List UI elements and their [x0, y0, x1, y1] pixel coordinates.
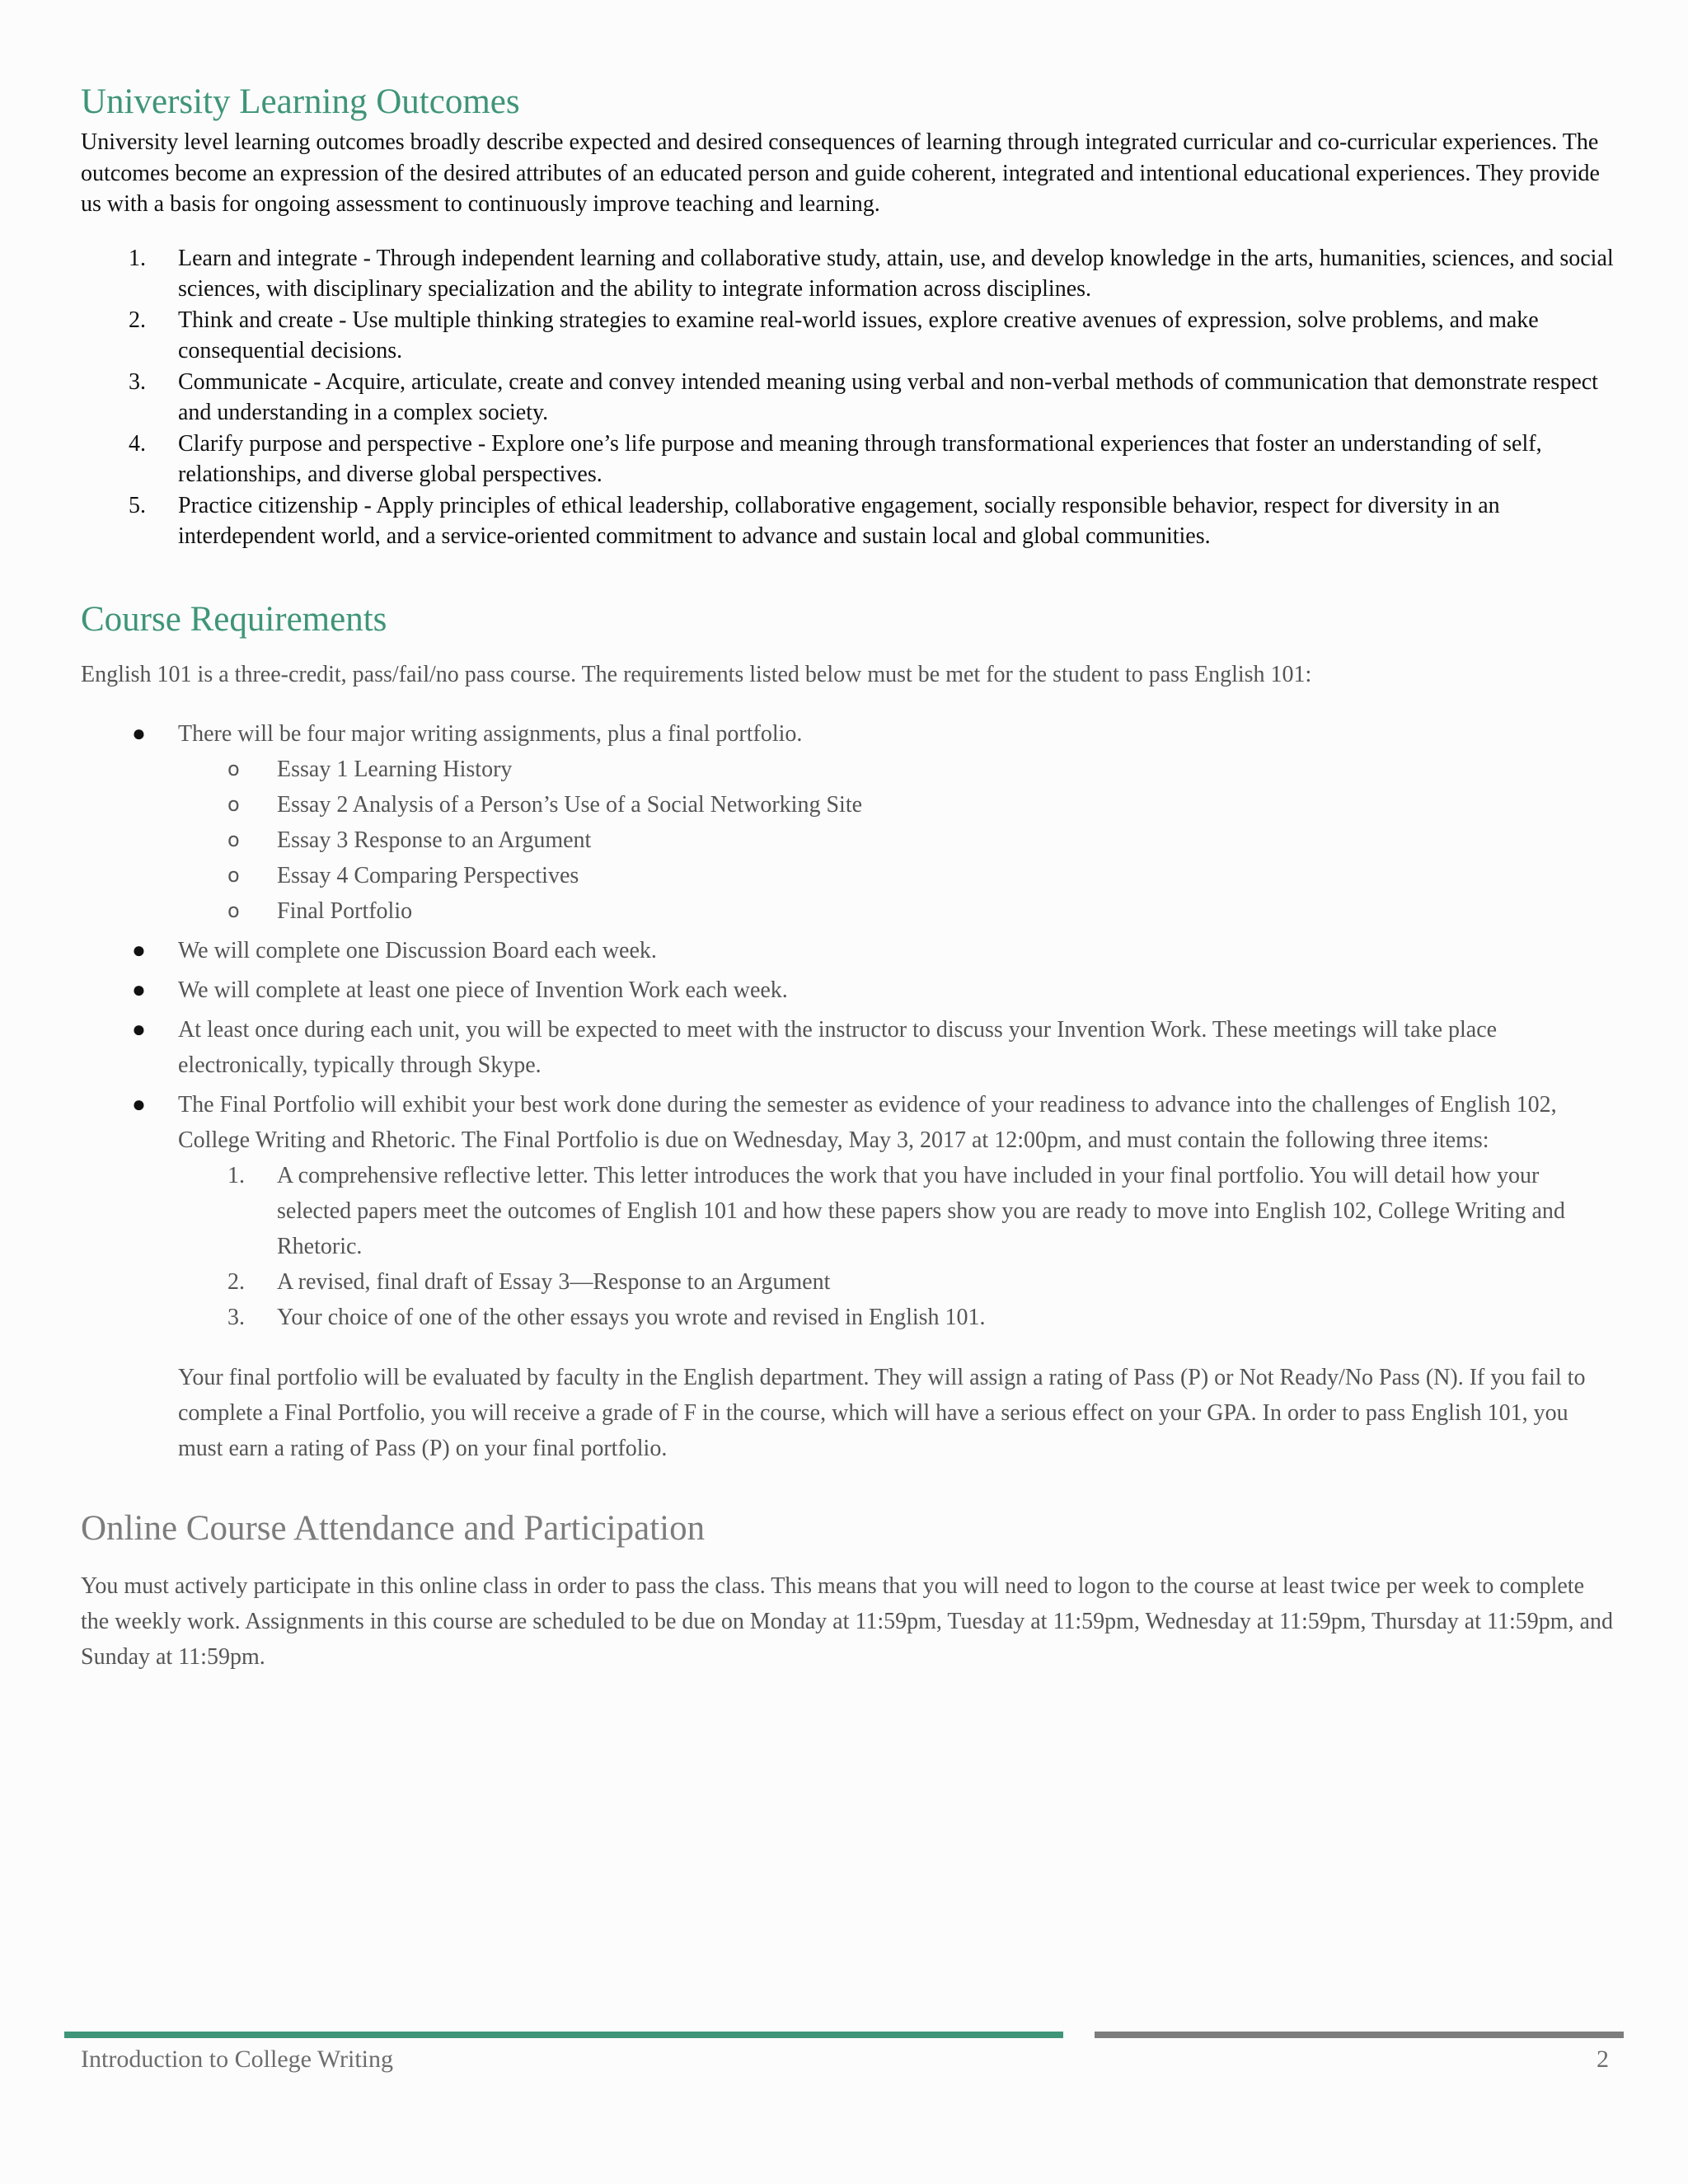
circle-bullet-icon: o: [227, 793, 240, 816]
ulo-heading: University Learning Outcomes: [81, 82, 520, 121]
list-item: ● There will be four major writing assignments, plus a final portfolio. o Essay 1 Learning History o Essay 2 Analysis of a Person’s Use of a Social Networking Site o Essay 3 Response to an Argument o Essay 4 Comparing Perspectives o Final Portfolio: [81, 716, 1614, 929]
circle-bullet-icon: o: [227, 828, 240, 851]
bullet-icon: ●: [132, 721, 146, 747]
bullet-icon: ●: [132, 977, 146, 1003]
circle-bullet-icon: o: [227, 899, 240, 922]
portfolio-note: Your final portfolio will be evaluated by faculty in the English department. They will assign a rating of Pass (P) or Not Ready/No Pass (N). If you fail to complete a Final Portfolio, you will receive a grade of F in the course, which will have a serious effect on your GPA. In order to pass English 101, you must earn a rating of Pass (P) on your final portfolio.: [178, 1365, 1586, 1461]
list-item: 3. Your choice of one of the other essays you wrote and revised in English 101.: [227, 1305, 986, 1330]
list-item: 3. Communicate - Acquire, articulate, create and convey intended meaning using verbal and non-verbal methods of communication that demonstrate respect and understanding in a complex society.: [129, 368, 1598, 425]
online-body: You must actively participate in this online class in order to pass the class. This means that you will need to logon to the course at least twice per week to complete the weekly work. Assignments in this course are scheduled to be due on Monday at 11:59pm, Tuesday at 11:59pm, Wednesday at 11:59pm, Thursday at 11:59pm, and Sunday at 11:59pm.: [81, 1573, 1613, 1670]
requirements-intro: English 101 is a three-credit, pass/fail/no pass course. The requirements listed below must be met for the student to pass English 101:: [81, 661, 1312, 687]
requirements-section: [81, 595, 1614, 1467]
ulo-list: [81, 243, 1614, 552]
list-item: o Essay 1 Learning History: [176, 752, 1614, 787]
portfolio-item-list: [178, 1158, 1614, 1335]
online-heading: Online Course Attendance and Participation: [81, 1509, 706, 1548]
circle-bullet-icon: o: [227, 757, 240, 780]
bullet-icon: ●: [132, 1092, 146, 1118]
bullet-icon: ●: [132, 938, 146, 963]
list-item: 5. Practice citizenship - Apply principles of ethical leadership, collaborative engagement, socially responsible behavior, respect for diversity in an interdependent world, and a service-oriented commitment to advance and sustain local and global communities.: [129, 492, 1500, 549]
requirements-heading: Course Requirements: [81, 599, 387, 639]
online-section: [81, 1504, 1614, 1675]
circle-bullet-icon: o: [227, 864, 240, 887]
list-item: ● We will complete at least one piece of Invention Work each week.: [81, 972, 1614, 1008]
list-item: o Essay 3 Response to an Argument: [176, 823, 1614, 858]
footer-rule-green: [64, 2032, 1063, 2038]
list-item: 4. Clarify purpose and perspective - Explore one’s life purpose and meaning through transformational experiences that foster an understanding of self, relationships, and diverse global perspectives.: [129, 430, 1542, 487]
list-item: o Essay 4 Comparing Perspectives: [176, 858, 1614, 893]
list-item: 1. A comprehensive reflective letter. This letter introduces the work that you have included in your final portfolio. You will detail how your selected papers meet the outcomes of English 101 and how these papers show you are ready to move into English 102, College Writing and Rhetoric.: [227, 1163, 1565, 1259]
requirements-list: [81, 716, 1614, 1335]
list-item: ● At least once during each unit, you will be expected to meet with the instructor to discuss your Invention Work. These meetings will take place electronically, typically through Skype.: [81, 1012, 1614, 1083]
list-item: ● We will complete one Discussion Board each week.: [81, 933, 1614, 968]
list-item: ● The Final Portfolio will exhibit your best work done during the semester as evidence of your readiness to advance into the challenges of English 102, College Writing and Rhetoric. The Final Portfolio is due on Wednesday, May 3, 2017 at 12:00pm, and must contain the following three items: 1. A comprehensive reflective letter. This letter introduces the work that you have included in your final portfolio. You will detail how your selected papers meet the outcomes of English 101 and how these papers show you are ready to move into English 102, College Writing and Rhetoric. 2. A revised, final draft of Essay 3—Response to an Argument 3. Your choice of one of the other essays you wrote and revised in English 101.: [81, 1087, 1614, 1335]
footer-rule-gray: [1095, 2032, 1624, 2038]
list-item: 2. Think and create - Use multiple thinking strategies to examine real-world issues, explore creative avenues of expression, solve problems, and make consequential decisions.: [129, 307, 1539, 363]
assignment-list: [178, 752, 1614, 929]
ulo-intro: University level learning outcomes broadly describe expected and desired consequences of learning through integrated curricular and co-curricular experiences. The outcomes become an expression of the desired attributes of an educated person and guide coherent, integrated and intentional educational experiences. They provide us with a basis for ongoing assessment to continuously improve teaching and learning.: [81, 129, 1600, 217]
list-item: o Essay 2 Analysis of a Person’s Use of a Social Networking Site: [176, 787, 1614, 823]
list-item: o Final Portfolio: [176, 893, 1614, 929]
footer-title: Introduction to College Writing: [81, 2046, 394, 2073]
page-content: [81, 77, 1614, 1675]
page-number: 2: [1597, 2046, 1609, 2073]
ulo-section: [81, 77, 1614, 552]
bullet-icon: ●: [132, 1017, 146, 1043]
list-item: 1. Learn and integrate - Through independent learning and collaborative study, attain, use, and develop knowledge in the arts, humanities, sciences, and social sciences, with disciplinary specialization and the ability to integrate information across disciplines.: [129, 245, 1614, 302]
list-item: 2. A revised, final draft of Essay 3—Response to an Argument: [227, 1269, 831, 1295]
